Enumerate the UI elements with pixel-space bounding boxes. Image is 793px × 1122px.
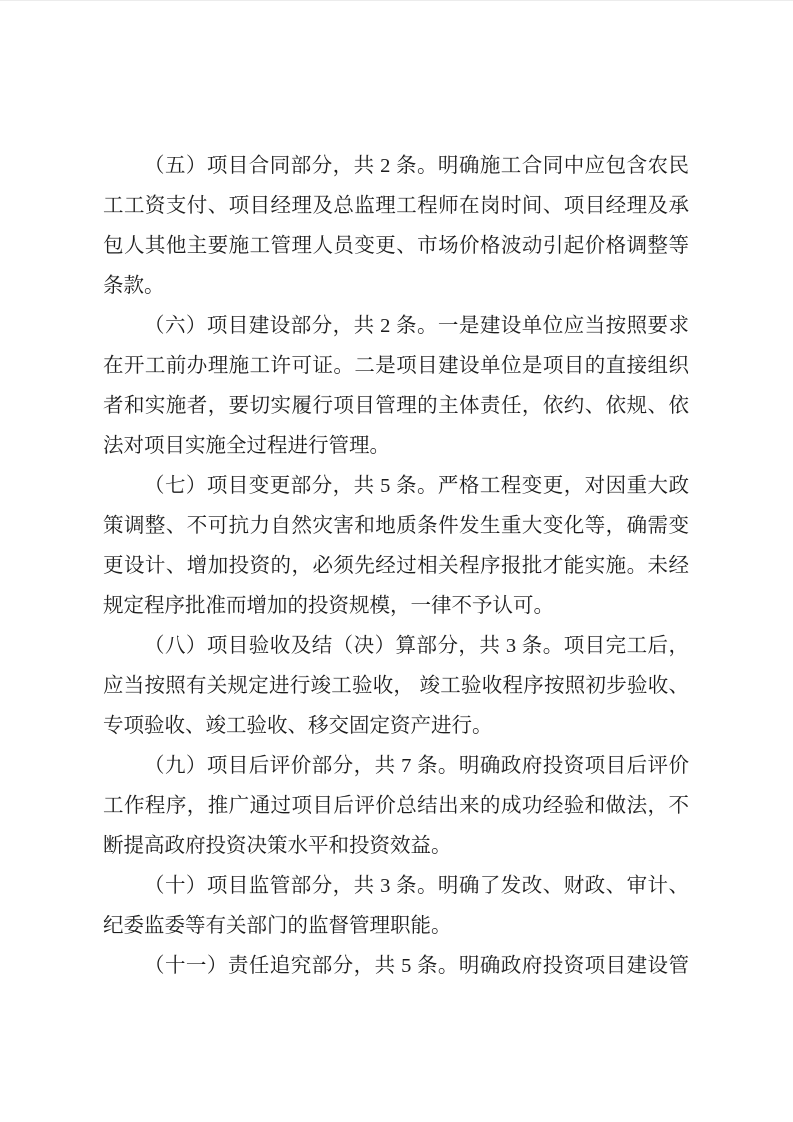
paragraph xyxy=(103,306,689,466)
text-line: （五）项目合同部分，共 2 条。明确施工合同中应包含农民 xyxy=(144,155,689,177)
paragraph xyxy=(103,866,689,946)
document-body xyxy=(103,146,689,986)
text-line: 包人其他主要施工管理人员变更、市场价格波动引起价格调整等 xyxy=(103,235,689,257)
paragraph xyxy=(103,626,689,746)
text-line: 更设计、增加投资的，必须先经过相关程序报批才能实施。未经 xyxy=(103,555,689,577)
text-line: 者和实施者，要切实履行项目管理的主体责任，依约、依规、依 xyxy=(103,395,689,417)
text-line: 工作程序，推广通过项目后评价总结出来的成功经验和做法，不 xyxy=(103,795,689,817)
text-line: 法对项目实施全过程进行管理。 xyxy=(103,435,390,457)
text-line: （七）项目变更部分，共 5 条。严格工程变更，对因重大政 xyxy=(144,475,689,497)
paragraph xyxy=(103,746,689,866)
text-line: 规定程序批准而增加的投资规模，一律不予认可。 xyxy=(103,595,554,617)
text-line: （十）项目监管部分，共 3 条。明确了发改、财政、审计、 xyxy=(144,875,689,897)
text-line: 应当按照有关规定进行竣工验收， 竣工验收程序按照初步验收、 xyxy=(103,675,689,697)
text-line: （六）项目建设部分，共 2 条。一是建设单位应当按照要求 xyxy=(144,315,689,337)
paragraph xyxy=(103,946,689,986)
paragraph xyxy=(103,466,689,626)
text-line: 断提高政府投资决策水平和投资效益。 xyxy=(103,835,452,857)
text-line: 工工资支付、项目经理及总监理工程师在岗时间、项目经理及承 xyxy=(103,195,689,217)
paragraph xyxy=(103,146,689,306)
text-line: （十一）责任追究部分，共 5 条。明确政府投资项目建设管 xyxy=(144,955,689,977)
text-line: 条款。 xyxy=(103,275,165,297)
text-line: 纪委监委等有关部门的监督管理职能。 xyxy=(103,915,452,937)
text-line: （九）项目后评价部分，共 7 条。明确政府投资项目后评价 xyxy=(144,755,689,777)
text-line: 策调整、不可抗力自然灾害和地质条件发生重大变化等，确需变 xyxy=(103,515,689,537)
text-line: 专项验收、竣工验收、移交固定资产进行。 xyxy=(103,715,493,737)
text-line: （八）项目验收及结（决）算部分，共 3 条。项目完工后， xyxy=(144,635,689,657)
text-line: 在开工前办理施工许可证。二是项目建设单位是项目的直接组织 xyxy=(103,355,689,377)
